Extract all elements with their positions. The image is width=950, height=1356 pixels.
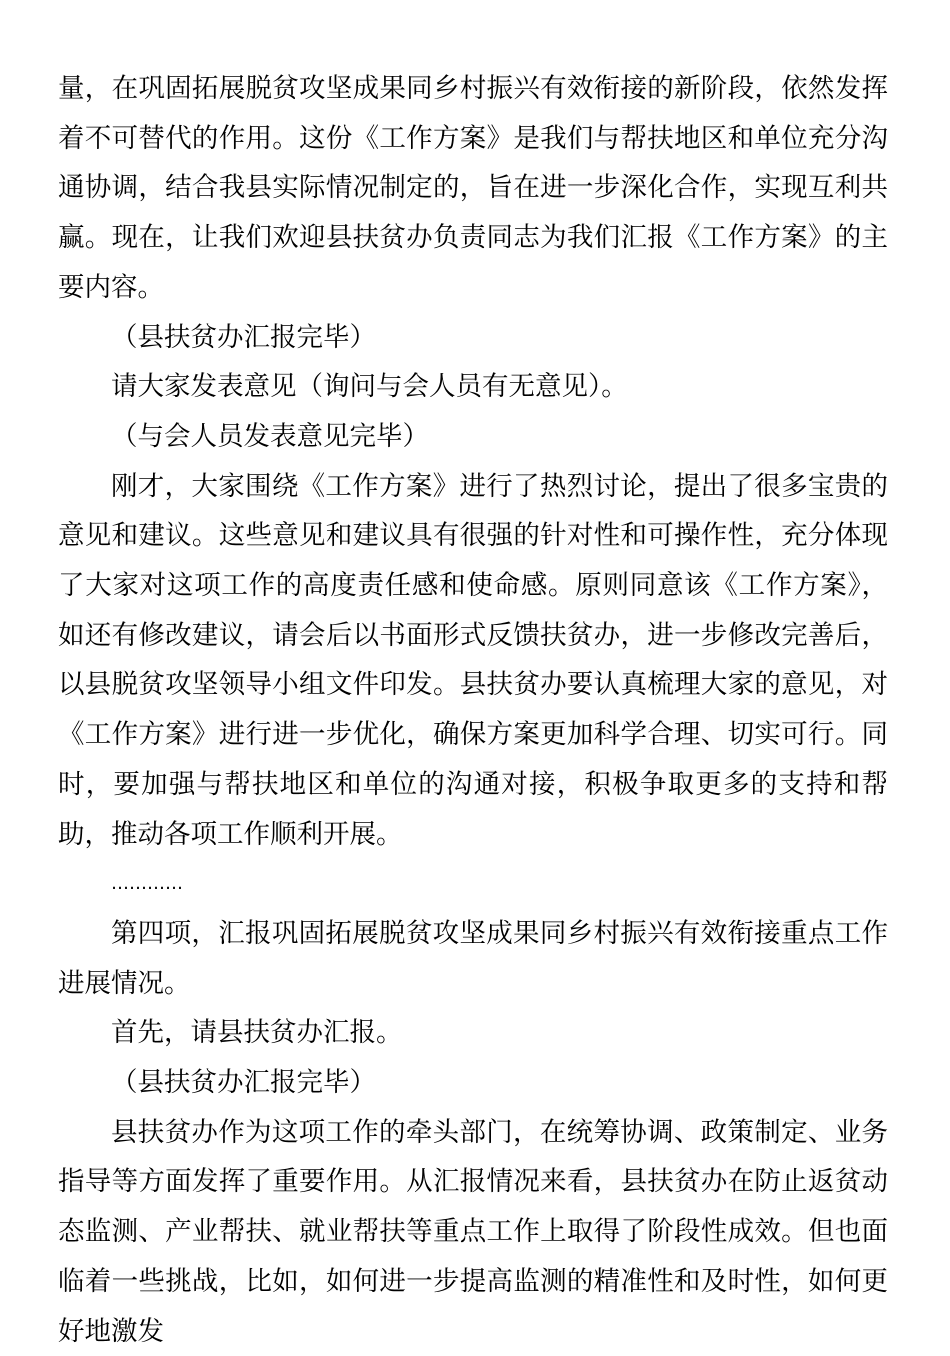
paragraph-report-complete-1: （县扶贫办汇报完毕）: [111, 321, 376, 353]
paragraph-office-review: 县扶贫办作为这项工作的牵头部门，在统筹协调、政策制定、业务指导等方面发挥了重要作用。从汇报情况来看，县扶贫办在防止返贫动态监测、产业帮扶、就业帮扶等重点工作上取得了阶段性成效。但也面临着一些挑战，比如，如何进一步提高监测的精准性和及时性，如何更好地激发: [58, 1116, 888, 1347]
paragraph-opinions-complete: （与会人员发表意见完毕）: [111, 420, 429, 452]
paragraph-ellipsis: …………: [111, 873, 183, 895]
paragraph-report-complete-2: （县扶贫办汇报完毕）: [111, 1067, 376, 1099]
document-body: [58, 64, 888, 1356]
paragraph-discussion-summary: 刚才，大家围绕《工作方案》进行了热烈讨论，提出了很多宝贵的意见和建议。这些意见和建议具有很强的针对性和可操作性，充分体现了大家对这项工作的高度责任感和使命感。原则同意该《工作方案》，如还有修改建议，请会后以书面形式反馈扶贫办，进一步修改完善后，以县脱贫攻坚领导小组文件印发。县扶贫办要认真梳理大家的意见，对《工作方案》进行进一步优化，确保方案更加科学合理、切实可行。同时，要加强与帮扶地区和单位的沟通对接，积极争取更多的支持和帮助，推动各项工作顺利开展。: [58, 470, 888, 850]
paragraph-request-opinions: 请大家发表意见（询问与会人员有无意见）。: [111, 371, 628, 403]
paragraph-first-report: 首先，请县扶贫办汇报。: [111, 1017, 403, 1049]
paragraph-continuation: 量，在巩固拓展脱贫攻坚成果同乡村振兴有效衔接的新阶段，依然发挥着不可替代的作用。这份《工作方案》是我们与帮扶地区和单位充分沟通协调，结合我县实际情况制定的，旨在进一步深化合作，实现互利共赢。现在，让我们欢迎县扶贫办负责同志为我们汇报《工作方案》的主要内容。: [58, 73, 888, 303]
paragraph-item-four: 第四项，汇报巩固拓展脱贫攻坚成果同乡村振兴有效衔接重点工作进展情况。: [58, 917, 888, 999]
